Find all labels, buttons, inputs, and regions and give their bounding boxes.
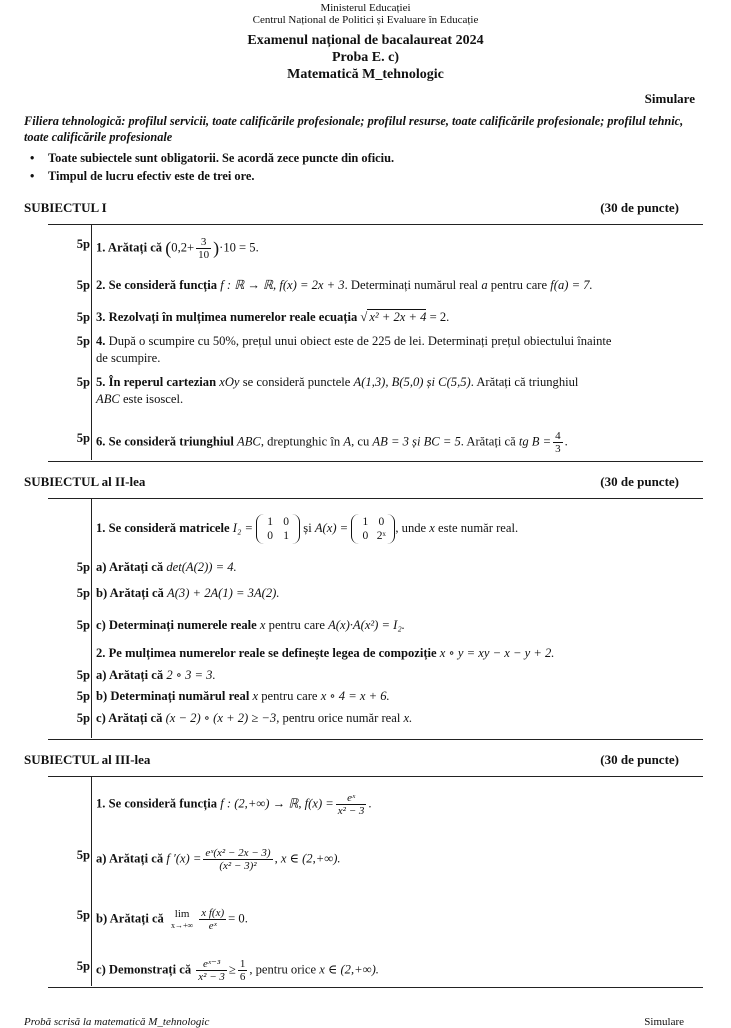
points: 5p — [76, 908, 90, 922]
section-2-header — [24, 474, 679, 490]
points: 5p — [76, 375, 90, 389]
section-points: (30 de puncte) — [600, 752, 679, 767]
points: 5p — [76, 237, 90, 251]
exam-title: Examenul național de bacalaureat 2024 — [247, 33, 484, 48]
points: 5p — [76, 310, 90, 324]
subject-title: Matematică M_tehnologic — [287, 67, 444, 82]
matrix-ax: 1 0 0 2ˣ — [351, 514, 395, 544]
section-title: SUBIECTUL al II-lea — [24, 474, 146, 489]
section-title: SUBIECTUL al III-lea — [24, 752, 151, 767]
proba-title: Proba E. c) — [331, 50, 399, 65]
divider — [91, 224, 92, 460]
points: 5p — [76, 431, 90, 445]
section-title: SUBIECTUL I — [24, 200, 107, 215]
footer-right: Simulare — [644, 1016, 684, 1028]
points: 5p — [76, 848, 90, 862]
section-1-header — [24, 200, 679, 216]
points: 5p — [76, 334, 90, 348]
simulare-label: Simulare — [644, 91, 695, 106]
section-3-header — [24, 752, 679, 768]
points: 5p — [76, 618, 90, 632]
section-points: (30 de puncte) — [600, 200, 679, 215]
filiera-text: Filiera tehnologică: profilul servicii, toate calificările profesionale; profilul resurse, toate calificările profesionale; profilul tehnic, toate calificările profesionale — [24, 114, 684, 144]
points: 5p — [76, 586, 90, 600]
points: 5p — [76, 560, 90, 574]
divider — [91, 498, 92, 738]
points: 5p — [76, 959, 90, 973]
points: 5p — [76, 278, 90, 292]
center-line: Centrul Național de Politici și Evaluare în Educație — [252, 14, 479, 26]
instructions-list — [30, 149, 394, 185]
instruction-item: • Toate subiectele sunt obligatorii. Se acordă zece puncte din oficiu. — [30, 149, 394, 167]
points: 5p — [76, 668, 90, 682]
instruction-item: • Timpul de lucru efectiv este de trei ore. — [30, 167, 394, 185]
points: 5p — [76, 689, 90, 703]
divider — [91, 776, 92, 986]
footer — [24, 1016, 684, 1028]
points: 5p — [76, 711, 90, 725]
section-points: (30 de puncte) — [600, 474, 679, 489]
footer-left: Probă scrisă la matematică M_tehnologic — [24, 1016, 210, 1028]
matrix-i2: 1 0 0 1 — [256, 514, 300, 544]
ministry-line: Ministerul Educației — [320, 2, 411, 14]
